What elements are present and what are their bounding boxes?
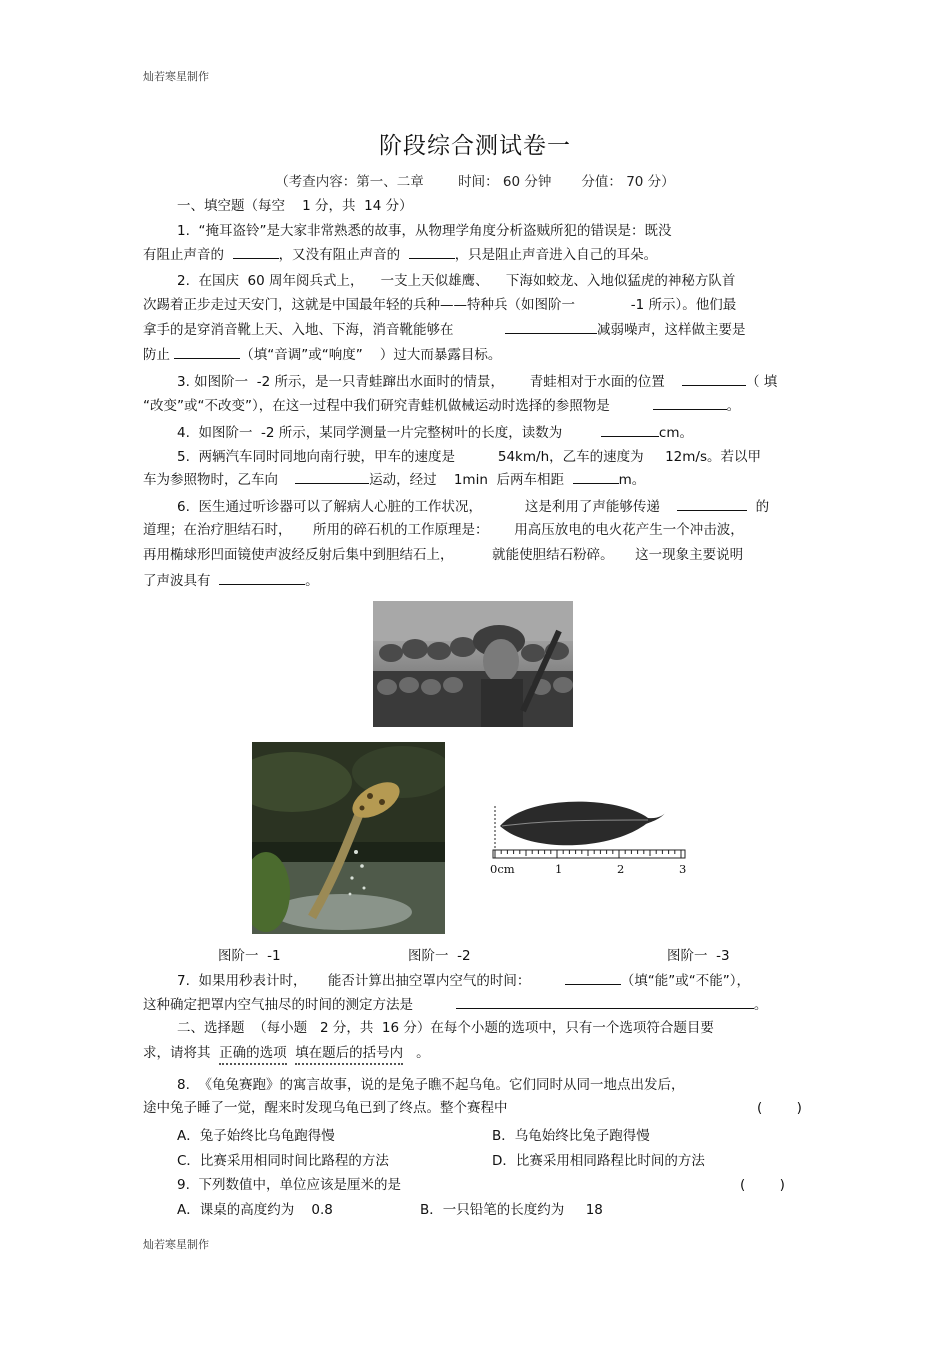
q3-text-d: 。 bbox=[726, 398, 741, 414]
exam-subtitle: （考查内容：第一、二章 时间： 60 分钟 分值： 70 分） bbox=[275, 174, 675, 190]
q4-blank[interactable] bbox=[601, 422, 659, 437]
q9-option-b[interactable]: B．一只铅笔的长度约为 18 bbox=[420, 1202, 603, 1218]
q1-text-b: ，又没有阻止声音的 bbox=[278, 247, 401, 263]
q4-text-b: cm。 bbox=[658, 425, 693, 441]
figure-soldiers-photo bbox=[373, 601, 573, 727]
q6-text-d: 。 bbox=[305, 573, 319, 589]
q7-blank-2[interactable] bbox=[456, 994, 754, 1009]
q8-answer-paren[interactable]: ( ) bbox=[757, 1100, 802, 1116]
q7-text-b: （填“能”或“不能”）， bbox=[620, 973, 750, 989]
footer-watermark: 灿若寒星制作 bbox=[143, 1238, 209, 1251]
q7-blank-1[interactable] bbox=[565, 970, 621, 985]
q3-text-c: “改变”或“不改变”），在这一过程中我们研究青蛙机做械运动时选择的参照物是 bbox=[143, 398, 610, 414]
q6-text-b: 的 bbox=[755, 499, 770, 515]
q1-line2 bbox=[143, 244, 657, 265]
q6-line2: 道理；在治疗胆结石时， 所用的碎石机的工作原理是： 用高压放电的电火花产生一个冲击波， bbox=[143, 522, 744, 538]
q1-text-c: ，只是阻止声音进入自己的耳朵。 bbox=[454, 247, 658, 263]
q5-line1: 5. 两辆汽车同时同地向南行驶，甲车的速度是 54km/h，乙车的速度为 12m/s。若以甲 bbox=[177, 449, 761, 465]
q2-blank-1[interactable] bbox=[505, 319, 597, 334]
page-title: 阶段综合测试卷一 bbox=[379, 133, 571, 159]
q1-blank-2[interactable] bbox=[409, 244, 455, 259]
q5-text-c: m。 bbox=[618, 472, 646, 488]
q1-blank-1[interactable] bbox=[233, 244, 279, 259]
section2-text-a: 求，请将其 bbox=[143, 1045, 211, 1061]
q2-text-c: 防止 bbox=[143, 347, 170, 363]
figure-caption-2: 图阶一 -2 bbox=[408, 948, 471, 964]
q6-blank-1[interactable] bbox=[677, 496, 747, 511]
q9-answer-paren[interactable]: ( ) bbox=[740, 1177, 785, 1193]
section2-text-d: 。 bbox=[416, 1045, 430, 1061]
section2-emphasis-1: 正确的选项 bbox=[219, 1045, 287, 1065]
q3-line2 bbox=[143, 395, 740, 416]
ruler-label-1: 1 bbox=[555, 862, 563, 876]
ruler-label-3: 3 bbox=[679, 862, 687, 876]
q5-blank-1[interactable] bbox=[295, 469, 369, 484]
q8-line1: 8. 《龟兔赛跑》的寓言故事，说的是兔子瞧不起乌龟。它们同时从同一地点出发后， bbox=[177, 1077, 685, 1093]
q2-line4 bbox=[143, 344, 501, 365]
q6-text-c: 了声波具有 bbox=[143, 573, 211, 589]
q1-text-a: 有阻止声音的 bbox=[143, 247, 224, 263]
q2-text-d: （填“音调”或“响度” ）过大而暴露目标。 bbox=[240, 347, 502, 363]
figure-frog-photo bbox=[252, 742, 445, 934]
q8-option-a[interactable]: A．兔子始终比乌龟跑得慢 bbox=[177, 1128, 335, 1144]
figure-leaf-ruler bbox=[488, 800, 688, 885]
q2-text-b: 减弱噪声，这样做主要是 bbox=[597, 322, 746, 338]
ruler-label-0: 0cm bbox=[490, 862, 515, 876]
q2-line1: 2. 在国庆 60 周年阅兵式上， 一支上天似雄鹰、 下海如蛟龙、入地似猛虎的神秘方队首 bbox=[177, 273, 736, 289]
section2-emphasis-2: 填在题后的括号内 bbox=[295, 1045, 403, 1065]
q8-line2: 途中兔子睡了一觉，醒来时发现乌龟已到了终点。整个赛程中 bbox=[143, 1100, 508, 1116]
header-watermark: 灿若寒星制作 bbox=[143, 70, 209, 83]
q4-text-a: 4. 如图阶一 -2 所示，某同学测量一片完整树叶的长度，读数为 bbox=[177, 425, 563, 441]
q7-line2 bbox=[143, 994, 767, 1015]
q5-text-a: 车为参照物时，乙车向 bbox=[143, 472, 278, 488]
q7-line1 bbox=[177, 970, 750, 991]
q2-blank-2[interactable] bbox=[174, 344, 240, 359]
ruler-label-2: 2 bbox=[617, 862, 625, 876]
q3-line1 bbox=[177, 371, 777, 392]
q3-text-a: 3. 如图阶一 -2 所示，是一只青蛙蹿出水面时的情景， 青蛙相对于水面的位置 bbox=[177, 374, 665, 390]
q3-blank-1[interactable] bbox=[682, 371, 746, 386]
q7-text-a: 7. 如果用秒表计时， 能否计算出抽空罩内空气的时间： bbox=[177, 973, 531, 989]
q3-blank-2[interactable] bbox=[653, 395, 727, 410]
figure-caption-1: 图阶一 -1 bbox=[218, 948, 281, 964]
section2-heading: 二、选择题 （每小题 2 分，共 16 分）在每个小题的选项中，只有一个选项符合题目要 bbox=[177, 1020, 714, 1036]
q5-line2 bbox=[143, 469, 645, 490]
q6-line3: 再用椭球形凹面镜使声波经反射后集中到胆结石上， 就能使胆结石粉碎。 这一现象主要说明 bbox=[143, 547, 744, 563]
section1-heading: 一、填空题（每空 1 分，共 14 分） bbox=[177, 198, 413, 214]
q8-option-d[interactable]: D．比赛采用相同路程比时间的方法 bbox=[492, 1153, 705, 1169]
q4-line bbox=[177, 422, 693, 443]
q9-line1: 9. 下列数值中，单位应该是厘米的是 bbox=[177, 1177, 401, 1193]
q2-text-a: 拿手的是穿消音靴上天、入地、下海，消音靴能够在 bbox=[143, 322, 454, 338]
section2-line2 bbox=[143, 1043, 430, 1063]
q6-blank-2[interactable] bbox=[219, 570, 305, 585]
q3-text-b: （ 填 bbox=[745, 374, 778, 390]
q2-line3 bbox=[143, 319, 746, 340]
q7-text-c: 这种确定把罩内空气抽尽的时间的测定方法是 bbox=[143, 997, 413, 1013]
q7-text-d: 。 bbox=[753, 997, 768, 1013]
q6-line4 bbox=[143, 570, 319, 591]
q1-line1: 1. “掩耳盗铃”是大家非常熟悉的故事，从物理学角度分析盗贼所犯的错误是：既没 bbox=[177, 223, 672, 239]
q5-text-b: 运动，经过 1min 后两车相距 bbox=[369, 472, 564, 488]
q5-blank-2[interactable] bbox=[573, 469, 619, 484]
q6-text-a: 6. 医生通过听诊器可以了解病人心脏的工作状况， 这是利用了声能够传递 bbox=[177, 499, 660, 515]
q2-line2: 次踢着正步走过天安门，这就是中国最年轻的兵种——特种兵（如图阶一 -1 所示）。他们最 bbox=[143, 297, 737, 313]
q6-line1 bbox=[177, 496, 769, 517]
q9-option-a[interactable]: A．课桌的高度约为 0.8 bbox=[177, 1202, 333, 1218]
figure-caption-3: 图阶一 -3 bbox=[667, 948, 730, 964]
q8-option-c[interactable]: C．比赛采用相同时间比路程的方法 bbox=[177, 1153, 389, 1169]
q8-option-b[interactable]: B．乌龟始终比兔子跑得慢 bbox=[492, 1128, 650, 1144]
